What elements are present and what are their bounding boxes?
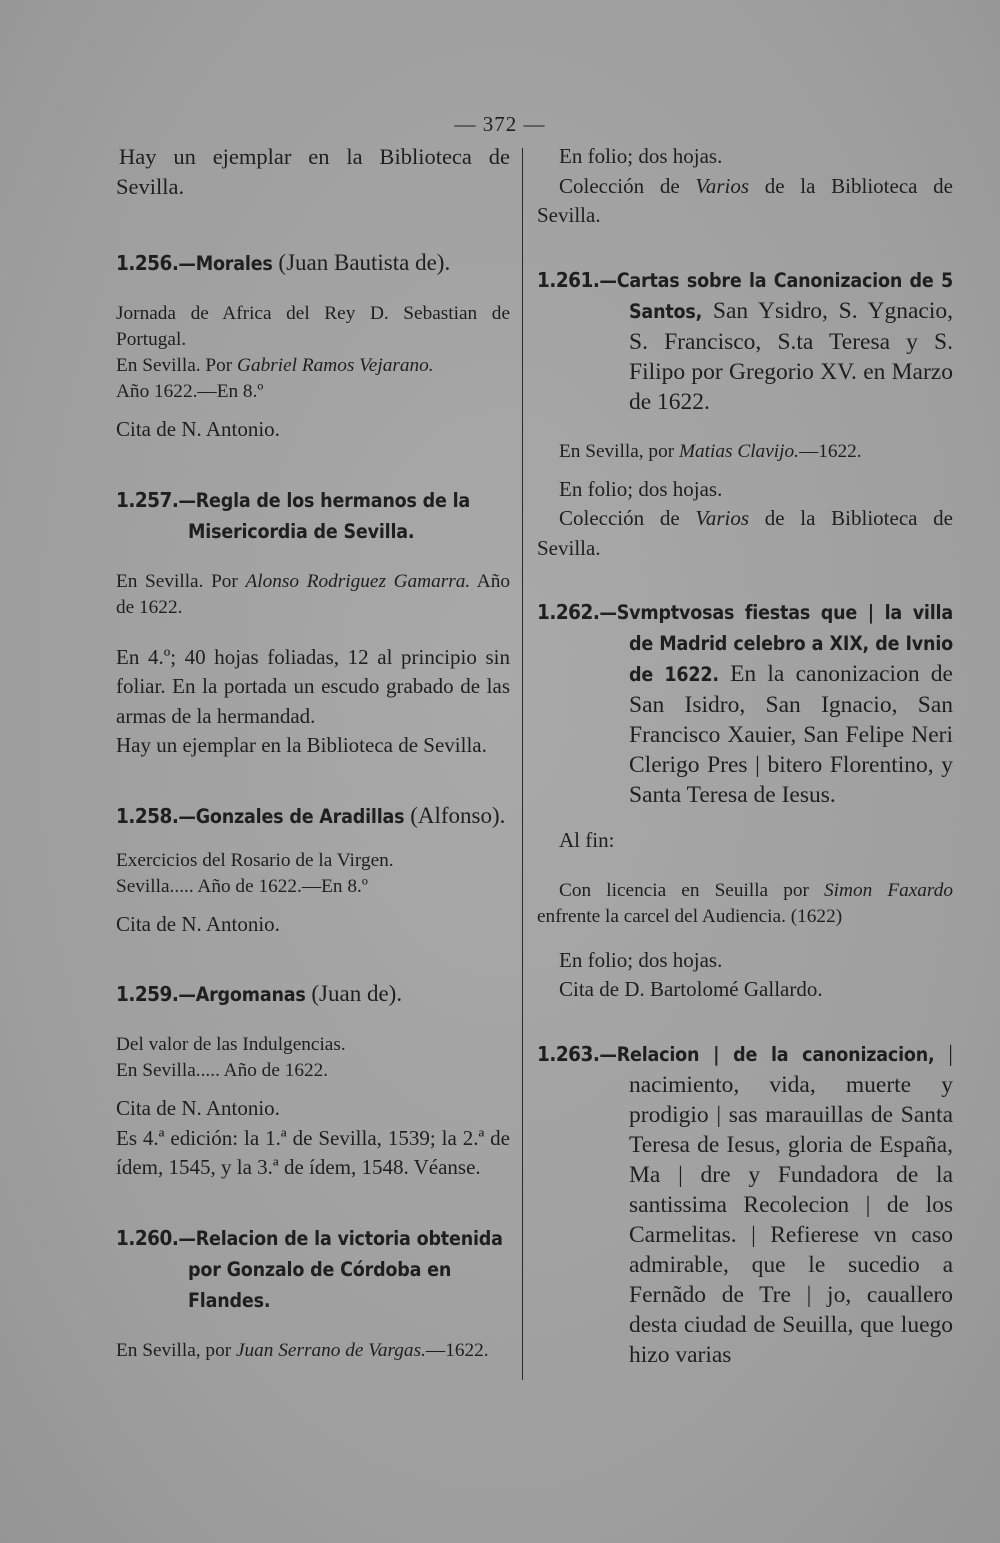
entry-number: 1.261. (537, 267, 600, 292)
entry-copy-note: Hay un ejemplar en la Biblioteca de Sevilla. (116, 733, 487, 757)
colophon-rest: enfrente la carcel del Audiencia. (1622) (537, 905, 843, 927)
collection-pre: Colección de (559, 506, 696, 530)
entry-heading (116, 1223, 510, 1316)
imprint-place: En Sevilla, por (559, 440, 679, 462)
colophon-printer: Simon Faxardo (824, 879, 953, 901)
entry-1259 (116, 979, 510, 1183)
entry-heading (116, 248, 510, 279)
entry-1261 (537, 265, 953, 564)
page-number: — 372 — (454, 112, 546, 136)
imprint-printer: Gabriel Ramos Vejarano. (237, 355, 434, 376)
entry-1256 (116, 248, 510, 445)
entry-number: 1.259. (116, 982, 179, 1006)
imprint-year: —1622. (425, 1339, 489, 1361)
entry-number: 1.256. (116, 251, 179, 275)
entry-description: En 4.º; 40 hojas foliadas, 12 al principio sin foliar. En la portada un escudo grabado de las armas de la hermandad. (116, 644, 510, 728)
entry-author: —Gonzales de Aradillas (178, 804, 405, 828)
right-column (537, 142, 953, 1370)
collection-name: Varios (695, 173, 750, 198)
entry-number: 1.260. (116, 1225, 179, 1250)
entry-title: —Regla de los hermanos de la Misericordia de Sevilla. (178, 488, 471, 543)
entry-heading (116, 485, 510, 547)
entry-imprint (116, 353, 510, 379)
collection-pre: Colección de (559, 173, 696, 198)
colophon-label: Al fin: (559, 828, 615, 852)
continued-format: En folio; dos hojas. (559, 144, 723, 168)
entry-imprint: Sevilla..... Año de 1622.—En 8.º (116, 875, 368, 897)
entry-title: Exercicios del Rosario de la Virgen. (116, 849, 394, 871)
entry-imprint: En Sevilla..... Año de 1622. (116, 1060, 329, 1081)
collection-post: de la Biblioteca de Sevilla. (537, 506, 953, 560)
entry-number: 1.257. (116, 487, 179, 512)
entry-year: Año 1622.—En 8.º (116, 381, 264, 402)
entry-heading (537, 1039, 953, 1370)
entry-number: 1.263. (537, 1041, 600, 1066)
intro-note: Hay un ejemplar en la Biblioteca de Sevilla. (116, 144, 510, 199)
colophon-pre: Con licencia en Seuilla por (559, 879, 825, 901)
entry-title-bold: —Relacion | de la canonizacion, (599, 1042, 935, 1066)
entry-imprint (116, 1338, 510, 1364)
entry-imprint (537, 439, 953, 465)
entry-title-rest: | nacimiento, vida, muerte y prodigio | sas marauillas de Santa Teresa de Iesus, gloria de España, Ma | dre y Fundadora de la santissima Recolecion | de los Carmelitas. | Refierese vn caso admirable, que le sucedio a Fernãdo de Tre | jo, cauallero desta ciudad de Seuilla, que luego hizo varias (629, 1040, 953, 1368)
entry-heading (537, 597, 953, 810)
entry-format: En folio; dos hojas. (559, 947, 723, 972)
entry-title-rest: San Ysidro, S. Ygnacio, S. Francisco, S.ta Teresa y S. Filipo por Gregorio XV. en Marzo de 1622. (629, 297, 953, 415)
entry-citation: Cita de N. Antonio. (116, 911, 280, 936)
entry-citation: Cita de D. Bartolomé Gallardo. (559, 977, 823, 1001)
entry-author: —Morales (178, 252, 273, 275)
entry-title-bold: —Cartas sobre la Canonizacion de 5 Santos, (599, 268, 953, 323)
entry-number: 1.258. (116, 803, 179, 828)
entry-format: En folio; dos hojas. (559, 476, 723, 501)
entry-1258 (116, 801, 510, 940)
collection-name: Varios (695, 506, 750, 530)
imprint-place: En Sevilla. Por (116, 570, 246, 592)
entry-title-bold: —Svmptvosas fiestas que | la villa de Madrid celebro a XIX, de Ivnio de 1622. (599, 601, 953, 686)
entry-1260 (116, 1223, 510, 1364)
imprint-place: En Sevilla, por (116, 1339, 236, 1361)
imprint-printer: Juan Serrano de Vargas. (235, 1339, 426, 1361)
entry-note: Es 4.ª edición: la 1.ª de Sevilla, 1539; la 2.ª de ídem, 1545, y la 3.ª de ídem, 1548. Véanse. (116, 1125, 510, 1179)
entry-collection (537, 504, 953, 563)
imprint-place: En Sevilla. Por (116, 355, 238, 376)
entry-author-rest: (Juan de). (305, 981, 403, 1006)
entry-title-rest: En la canonizacion de San Isidro, San Ignacio, San Francisco Xauier, San Felipe Neri Clerigo Pres | bitero Florentino, y Santa Teresa de Iesus. (629, 661, 953, 808)
imprint-printer: Alonso Rodriguez Gamarra. (245, 570, 471, 592)
left-column (116, 142, 510, 1364)
entry-1262 (537, 597, 953, 1005)
entry-1263 (537, 1039, 953, 1370)
entry-heading (116, 801, 510, 832)
entry-author-rest: (Juan Bautista de). (272, 250, 451, 275)
entry-1257 (116, 485, 510, 761)
continued-collection (537, 172, 953, 231)
entry-heading (116, 979, 510, 1010)
entry-title: Del valor de las Indulgencias. (116, 1034, 346, 1055)
imprint-printer: Matias Clavijo. (678, 440, 799, 462)
entry-imprint (116, 569, 510, 621)
entry-title: Jornada de Africa del Rey D. Sebastian de Portugal. (116, 303, 510, 350)
entry-citation: Cita de N. Antonio. (116, 1096, 280, 1120)
entry-colophon (537, 878, 953, 930)
entry-title: —Relacion de la victoria obtenida por Gonzalo de Córdoba en Flandes. (178, 1226, 503, 1312)
imprint-year: Año de 1622. (116, 570, 510, 618)
entry-citation: Cita de N. Antonio. (116, 417, 280, 441)
entry-author: —Argomanas (178, 983, 306, 1006)
imprint-year: —1622. (798, 440, 862, 462)
entry-number: 1.262. (537, 600, 600, 624)
entry-heading (537, 265, 953, 417)
collection-post: de la Biblioteca de Sevilla. (537, 173, 953, 227)
entry-author-rest: (Alfonso). (404, 802, 506, 828)
column-divider (522, 148, 523, 1380)
